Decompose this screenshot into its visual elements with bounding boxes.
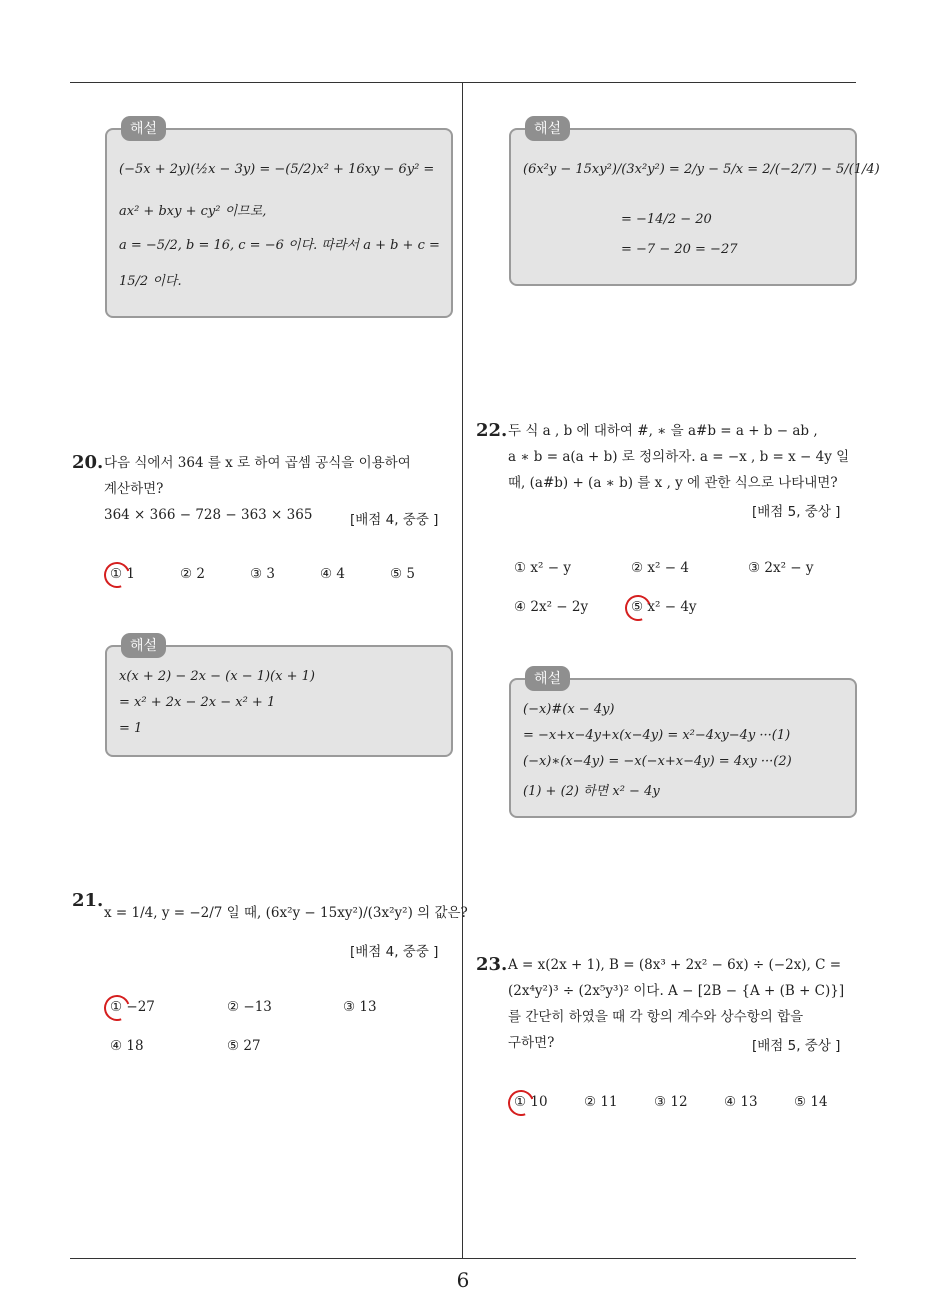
- solution-box-22: [509, 671, 857, 818]
- question-line: 를 간단히 하였을 때 각 항의 계수와 상수항의 합을: [508, 1009, 804, 1025]
- solution-line: = −x+x−4y+x(x−4y) = x²−4xy−4y ···(1): [523, 728, 791, 743]
- points-label: [배점 5, 중상 ]: [752, 504, 841, 520]
- points-label: [배점 4, 중중 ]: [350, 944, 439, 960]
- choice-1[interactable]: ① x² − y: [514, 560, 571, 576]
- bottom-rule: [70, 1258, 856, 1259]
- solution-line: ax² + bxy + cy² 이므로,: [119, 204, 267, 219]
- top-rule: [70, 82, 856, 83]
- answer-mark-icon: [100, 558, 135, 593]
- question-text: [508, 418, 858, 496]
- choice-1[interactable]: ① 10: [514, 1094, 548, 1110]
- solution-line: (1) + (2) 하면 x² − 4y: [523, 784, 660, 799]
- solution-box-19: [105, 121, 453, 318]
- solution-line: 15/2 이다.: [119, 274, 182, 289]
- choice-4[interactable]: ④ 13: [724, 1094, 758, 1110]
- question-line: 다음 식에서 364 를 x 로 하여 곱셈 공식을 이용하여: [104, 455, 411, 471]
- solution-line: (−x)∗(x−4y) = −x(−x+x−4y) = 4xy ···(2): [523, 754, 792, 769]
- question-line: 364 × 366 − 728 − 363 × 365: [104, 507, 313, 523]
- question-line: 계산하면?: [104, 481, 164, 497]
- question-number: 20.: [72, 452, 104, 473]
- choice-2[interactable]: ② 2: [180, 566, 205, 582]
- column-divider: [462, 83, 463, 1259]
- choice-3[interactable]: ③ 13: [343, 999, 377, 1015]
- solution-line: x(x + 2) − 2x − (x − 1)(x + 1): [119, 669, 315, 684]
- question-line: A = x(2x + 1), B = (8x³ + 2x² − 6x) ÷ (−2x), C =: [508, 957, 842, 973]
- solution-line: = −14/2 − 20: [621, 212, 712, 227]
- points-label: [배점 4, 중중 ]: [350, 512, 439, 528]
- choice-4[interactable]: ④ 2x² − 2y: [514, 599, 589, 615]
- question-line: 때, (a#b) + (a ∗ b) 를 x , y 에 관한 식으로 나타내면?: [508, 475, 838, 491]
- choice-3[interactable]: ③ 2x² − y: [748, 560, 814, 576]
- solution-box-20: [105, 638, 453, 757]
- choice-4[interactable]: ④ 18: [110, 1038, 144, 1054]
- solution-tag: 해설: [121, 116, 166, 141]
- choice-2[interactable]: ② x² − 4: [631, 560, 689, 576]
- question-line: a ∗ b = a(a + b) 로 정의하자. a = −x , b = x − 4y 일: [508, 449, 850, 465]
- answer-mark-icon: [621, 591, 656, 626]
- solution-tag: 해설: [525, 116, 570, 141]
- question-text: x = 1/4, y = −2/7 일 때, (6x²y − 15xy²)/(3x²y²) 의 값은?: [104, 905, 468, 921]
- solution-line: (−5x + 2y)(½x − 3y) = −(5/2)x² + 16xy − 6y² =: [119, 162, 435, 177]
- question-number: 23.: [476, 954, 508, 975]
- solution-line: a = −5/2, b = 16, c = −6 이다. 따라서 a + b + c =: [119, 238, 440, 253]
- choice-2[interactable]: ② 11: [584, 1094, 618, 1110]
- answer-mark-icon: [504, 1086, 539, 1121]
- page-number: 6: [456, 1268, 470, 1292]
- choice-2[interactable]: ② −13: [227, 999, 272, 1015]
- choice-3[interactable]: ③ 12: [654, 1094, 688, 1110]
- choice-5[interactable]: ⑤ x² − 4y: [631, 599, 697, 615]
- question-line: (2x⁴y²)³ ÷ (2x⁵y³)² 이다. A − [2B − {A + (B + C)}]: [508, 983, 845, 999]
- solution-tag: 해설: [121, 633, 166, 658]
- question-number: 22.: [476, 420, 508, 441]
- question-number: 21.: [72, 890, 104, 911]
- question-line: 두 식 a , b 에 대하여 #, ∗ 을 a#b = a + b − ab ,: [508, 423, 818, 439]
- choice-1[interactable]: ① −27: [110, 999, 155, 1015]
- choice-5[interactable]: ⑤ 14: [794, 1094, 828, 1110]
- choice-1[interactable]: ① 1: [110, 566, 135, 582]
- solution-line: = x² + 2x − 2x − x² + 1: [119, 695, 276, 710]
- answer-mark-icon: [100, 991, 135, 1026]
- solution-line: (−x)#(x − 4y): [523, 702, 615, 717]
- solution-line: = −7 − 20 = −27: [621, 242, 738, 257]
- solution-line: (6x²y − 15xy²)/(3x²y²) = 2/y − 5/x = 2/(−2/7) − 5/(1/4): [523, 162, 880, 177]
- solution-box-21: [509, 121, 880, 286]
- question-line: 구하면?: [508, 1035, 555, 1051]
- choice-4[interactable]: ④ 4: [320, 566, 345, 582]
- points-label: [배점 5, 중상 ]: [752, 1038, 841, 1054]
- solution-line: = 1: [119, 721, 143, 736]
- choice-3[interactable]: ③ 3: [250, 566, 275, 582]
- choice-5[interactable]: ⑤ 5: [390, 566, 415, 582]
- solution-tag: 해설: [525, 666, 570, 691]
- choice-5[interactable]: ⑤ 27: [227, 1038, 261, 1054]
